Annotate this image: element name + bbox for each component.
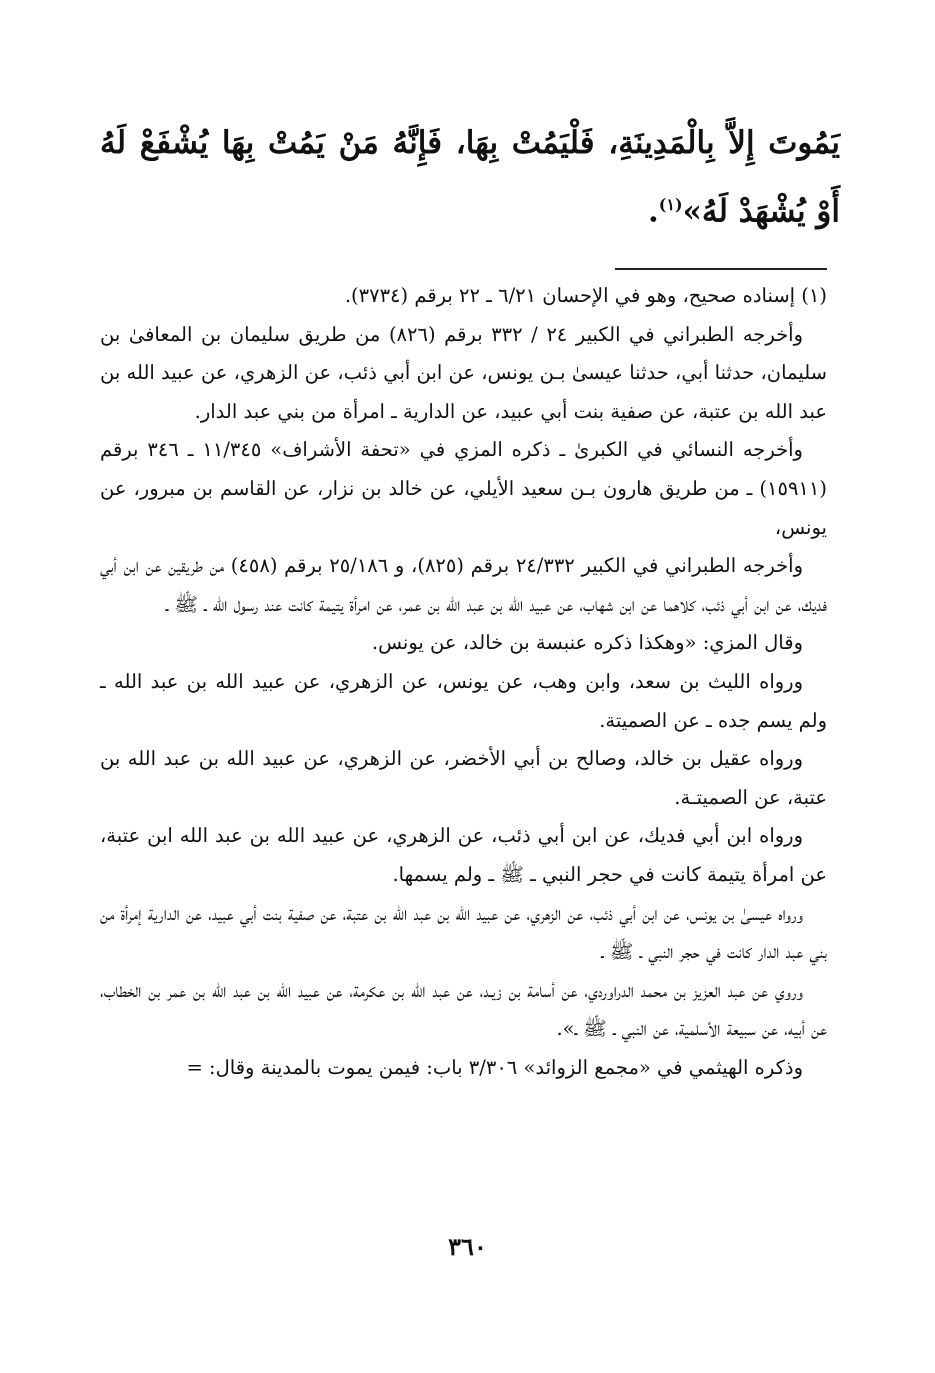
footnote-paragraph: ورواه عقيل بن خالد، وصالح بن أبي الأخضر، عن الزهري، عن عبيد الله بن عبد الله بن عتبة، عن الصميتـة. — [100, 747, 827, 809]
footnote-separator — [615, 268, 827, 270]
hadith-body: يَمُوتَ إِلاَّ بِالْمَدِينَةِ، فَلْيَمُتْ بِهَا، فَإِنَّهُ مَنْ يَمُتْ بِهَا يُشْفَعْ لَهُ أَوْ يُشْهَدْ لَهُ» — [100, 125, 840, 230]
footnote-paragraph: وذكره الهيثمي في «مجمع الزوائد» ٣/٣٠٦ باب: فيمن يموت بالمدينة وقال: = — [186, 1055, 803, 1079]
footnote-paragraph: وأخرجه النسائي في الكبرىٰ ـ ذكره المزي في «تحفة الأشراف» ١١/٣٤٥ ـ ٣٤٦ برقم (١٥٩١١) ـ من طريق هارون بـن سعيد الأيلي، عن خالد بن نزار، عن القاسم بن مبرور، عن يونس، — [100, 438, 827, 539]
footnote-paragraph: ورواه ابن أبي فديك، عن ابن أبي ذئب، عن الزهري، عن عبيد الله بن عبد الله ابن عتبة، عن امرأة يتيمة كانت في حجر النبي ـ ﷺ ـ ولم يسمها. — [100, 824, 827, 886]
footnote-paragraph: وأخرجه الطبراني في الكبير ٢٤ / ٣٣٢ برقم (٨٢٦) من طريق سليمان بن المعافىٰ بن سليمان، حدثنا أبي، حدثنا عيسىٰ بـن يونس، عن ابن أبي ذئب، عن الزهري، عن عبيد الله بن عبد الله بن عتبة، عن صفية بنت أبي عبيد، عن الدارية ـ امرأة من بني عبد الدار. — [100, 322, 827, 423]
hadith-text — [100, 112, 840, 242]
footnote-paragraph: وأخرجه الطبراني في الكبير ٢٤/٣٣٢ برقم (٨٢٥)، و ٢٥/١٨٦ برقم (٤٥٨) من طريقين عن ابن أبي فديك، عن ابن أبي ذئب، كلاهما عن ابن شهاب، عن عبيد الله بن عبد الله بن عمر، عن امرأة يتيمة كانت عند رسول الله ـ ﷺ ـ — [100, 554, 827, 616]
hadith-end-mark: . — [648, 193, 659, 230]
footnote-paragraph: ورواه عيسىٰ بن يونس، عن ابن أبي ذئب، عن الزهري، عن عبيد الله بن عبد الله بن عتبة، عن صفية بنت أبي عبيد، عن الدارية إمرأة من بني عبد الدار كانت في حجر النبي ـ ﷺ ـ — [100, 901, 827, 964]
page-number: ٣٦٠ — [448, 1232, 487, 1261]
footnotes — [100, 277, 827, 1087]
footnote-reference: (١) — [658, 195, 683, 214]
footnote-paragraph: وروي عن عبد العزيز بن محمد الدراوردي، عن أسامة بن زيـد، عن عبد الله بن عكرمة، عن عبيد الله بن عبد الله بن عمر بن الخطاب، عن أبيه، عن سبيعة الأسلمية، عن النبي ـ ﷺ ـ». — [100, 978, 827, 1041]
footnote-paragraph: ورواه الليث بن سعد، وابن وهب، عن يونس، عن الزهري، عن عبيد الله بن عبد الله ـ ولم يسم جده ـ عن الصميتة. — [100, 669, 827, 732]
footnote-paragraph: (١) إسناده صحيح، وهو في الإحسان ٦/٢١ ـ ٢٢ برقم (٣٧٣٤). — [344, 284, 827, 307]
footnote-paragraph: وقال المزي: «وهكذا ذكره عنبسة بن خالد، عن يونس. — [371, 631, 803, 655]
